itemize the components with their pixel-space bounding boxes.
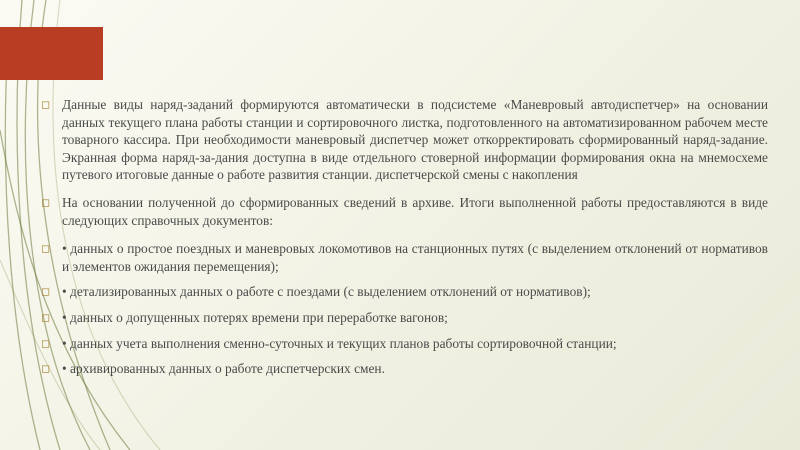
paragraph-text: • архивированных данных о работе диспетчерских смен.: [62, 361, 385, 377]
list-item: [40, 240, 768, 275]
list-item: [40, 96, 768, 184]
square-bullet-icon: ◻: [41, 242, 51, 256]
title-accent-bar: [0, 27, 103, 80]
paragraph-text: На основании полученной до сформированных сведений в архиве. Итоги выполненной работы предоставляются в виде следующих справочных документов:: [62, 195, 768, 229]
paragraph-text: • данных о допущенных потерях времени при переработке вагонов;: [62, 309, 448, 325]
square-bullet-icon: ◻: [41, 196, 51, 210]
square-bullet-icon: ◻: [41, 362, 51, 376]
slide-body: [40, 96, 768, 386]
square-bullet-icon: ◻: [41, 336, 51, 350]
list-item: [40, 360, 768, 378]
list-item: [40, 335, 768, 353]
paragraph-text: • данных о простое поездных и маневровых локомотивов на станционных путях (с выделением отклонений от нормативов и элементов ожидания перемещения);: [62, 241, 768, 274]
square-bullet-icon: ◻: [41, 98, 51, 111]
paragraph-text: • данных учета выполнения сменно-суточных и текущих планов работы сортировочной станции;: [62, 335, 617, 351]
square-bullet-icon: ◻: [41, 310, 51, 324]
list-item: [40, 283, 768, 301]
list-item: [40, 309, 768, 327]
paragraph-text: • детализированных данных о работе с поездами (с выделением отклонений от нормативов);: [62, 284, 591, 300]
square-bullet-icon: ◻: [41, 285, 51, 299]
list-item: [40, 194, 768, 229]
paragraph-text: Данные виды наряд-заданий формируются автоматически в подсистеме «Маневровый автодиспетчер» на основании данных текущего плана работы станции и сортировочного листка, подготовленного на автоматизированном рабочем месте товарного кассира. При необходимости маневровый диспетчер может откорректировать сформированный наряд-задание. Экранная форма наряд-за-дания доступна в виде отдельного стоверной информации формирования окна на мнемосхеме путевого итоговые данные о работе развития станции. диспетчерской смены с накопления: [62, 97, 768, 183]
